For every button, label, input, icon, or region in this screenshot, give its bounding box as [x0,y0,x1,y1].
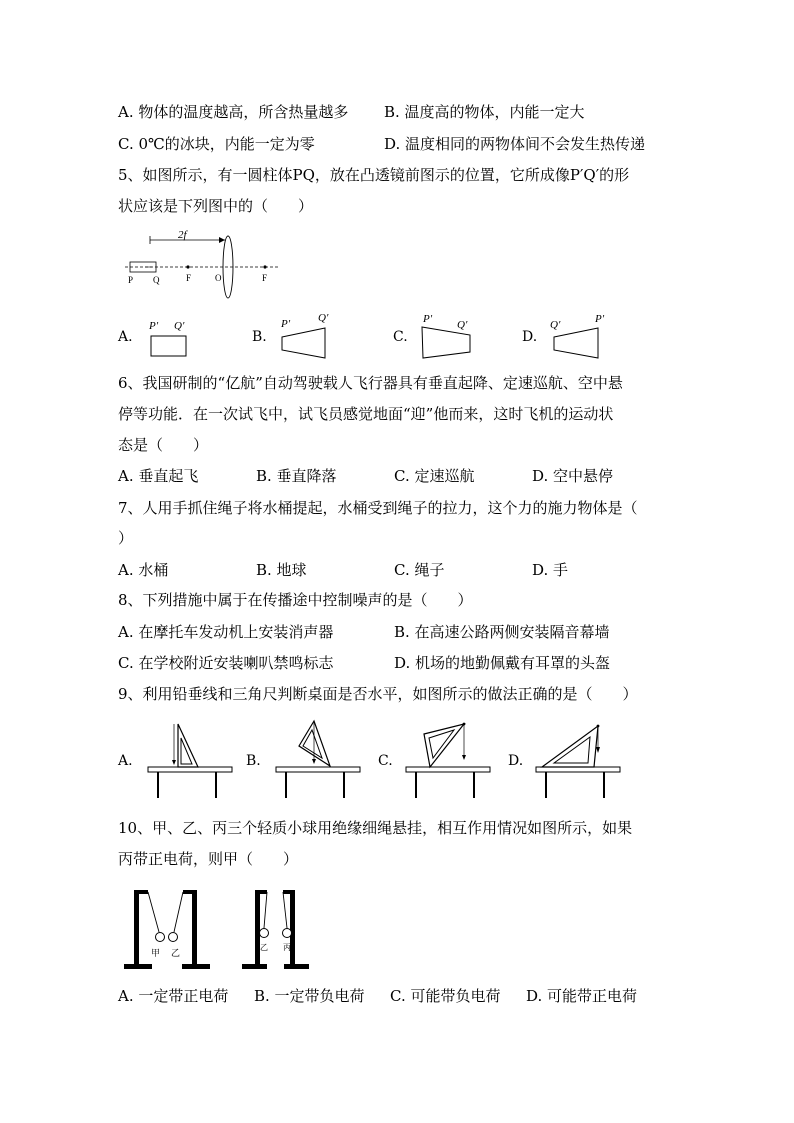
q7-stem-line2: ） [118,529,134,547]
q5-fig-label-o: O [215,273,222,283]
q5-fig-label-f2: F [262,273,268,283]
q10-ball-jia-label: 甲 [151,949,161,959]
q5-a-right-label: Q′ [174,320,185,332]
q5-option-b-figure [278,310,338,360]
q8-stem: 8、下列措施中属于在传播途中控制噪声的是（ ） [118,591,473,609]
q7-option-c: C. 绳子 [394,561,445,579]
q5-stem-line2: 状应该是下列图中的（ ） [118,197,314,215]
q8-option-a: A. 在摩托车发动机上安装消声器 [118,623,334,641]
q10-ball-yi-label: 乙 [171,949,181,959]
q9-option-b-letter: B. [246,753,261,769]
q7-option-b: B. 地球 [256,561,307,579]
q10-ball-bing-label: 丙 [283,943,291,952]
q10-option-b: B. 一定带负电荷 [254,987,365,1005]
q6-option-b: B. 垂直降落 [256,467,337,485]
q6-stem-line2: 停等功能．在一次试飞中，试飞员感觉地面“迎”他而来，这时飞机的运动状 [118,405,614,423]
q5-option-d-letter: D. [522,329,538,345]
q5-option-c-figure [418,310,478,360]
q10-option-d: D. 可能带正电荷 [526,987,638,1005]
q7-option-d: D. 手 [532,561,569,579]
q5-fig-label-p: P [128,275,134,285]
q10-option-c: C. 可能带负电荷 [390,987,501,1005]
q5-option-a-letter: A. [118,329,133,345]
q5-c-right-label: Q′ [457,319,468,331]
q9-option-c-figure [402,716,494,800]
q5-fig-label-q: Q [153,275,160,285]
q9-option-d-letter: D. [508,753,524,769]
q10-option-a: A. 一定带正电荷 [118,987,229,1005]
q7-stem-line1: 7、人用手抓住绳子将水桶提起，水桶受到绳子的拉力，这个力的施力物体是（ [118,499,638,517]
q5-fig-label-2f: 2f [178,229,187,241]
q6-stem-line1: 6、我国研制的“亿航”自动驾驶载人飞行器具有垂直起降、定速巡航、空中悬 [118,374,623,392]
q6-stem-line3: 态是（ ） [118,436,209,454]
q9-option-a-letter: A. [118,753,133,769]
q6-option-a: A. 垂直起飞 [118,467,199,485]
q5-stem-line1: 5、如图所示，有一圆柱体PQ，放在凸透镜前图示的位置，它所成像P′Q′的形 [118,166,630,184]
q5-c-left-label: P′ [423,313,433,325]
q5-option-b-letter: B. [252,329,267,345]
q4-option-b: B. 温度高的物体，内能一定大 [384,103,585,121]
q9-option-b-figure [272,716,364,800]
q5-b-left-label: P′ [281,318,291,330]
q10-stem-line2: 丙带正电荷，则甲（ ） [118,850,299,868]
q4-option-c: C. 0℃的冰块，内能一定为零 [118,135,315,153]
q5-lens-figure [120,226,290,301]
q6-option-d: D. 空中悬停 [532,467,614,485]
q4-option-d: D. 温度相同的两物体间不会发生热传递 [384,135,646,153]
q5-d-right-label: P′ [595,313,605,325]
q6-option-c: C. 定速巡航 [394,467,475,485]
q4-option-a: A. 物体的温度越高，所含热量越多 [118,103,349,121]
q9-stem: 9、利用铅垂线和三角尺判断桌面是否水平，如图所示的做法正确的是（ ） [118,685,638,703]
q10-figure-left [122,884,216,974]
q9-option-d-figure [532,716,624,800]
q5-a-left-label: P′ [149,320,159,332]
q8-option-b: B. 在高速公路两侧安装隔音幕墙 [394,623,610,641]
q7-option-a: A. 水桶 [118,561,169,579]
q8-option-c: C. 在学校附近安装喇叭禁鸣标志 [118,654,334,672]
q10-ball-yi2-label: 乙 [260,943,268,952]
q9-option-c-letter: C. [378,753,393,769]
q5-fig-label-f1: F [186,273,192,283]
q5-option-c-letter: C. [393,329,408,345]
q5-option-a-figure [146,314,196,360]
q9-option-a-figure [144,716,236,800]
q5-option-d-figure [548,310,608,360]
q8-option-d: D. 机场的地勤佩戴有耳罩的头盔 [394,654,611,672]
q5-d-left-label: Q′ [550,319,561,331]
q10-stem-line1: 10、甲、乙、丙三个轻质小球用绝缘细绳悬挂，相互作用情况如图所示，如果 [118,819,633,837]
q5-b-right-label: Q′ [318,312,329,324]
q10-figure-right [240,884,312,974]
